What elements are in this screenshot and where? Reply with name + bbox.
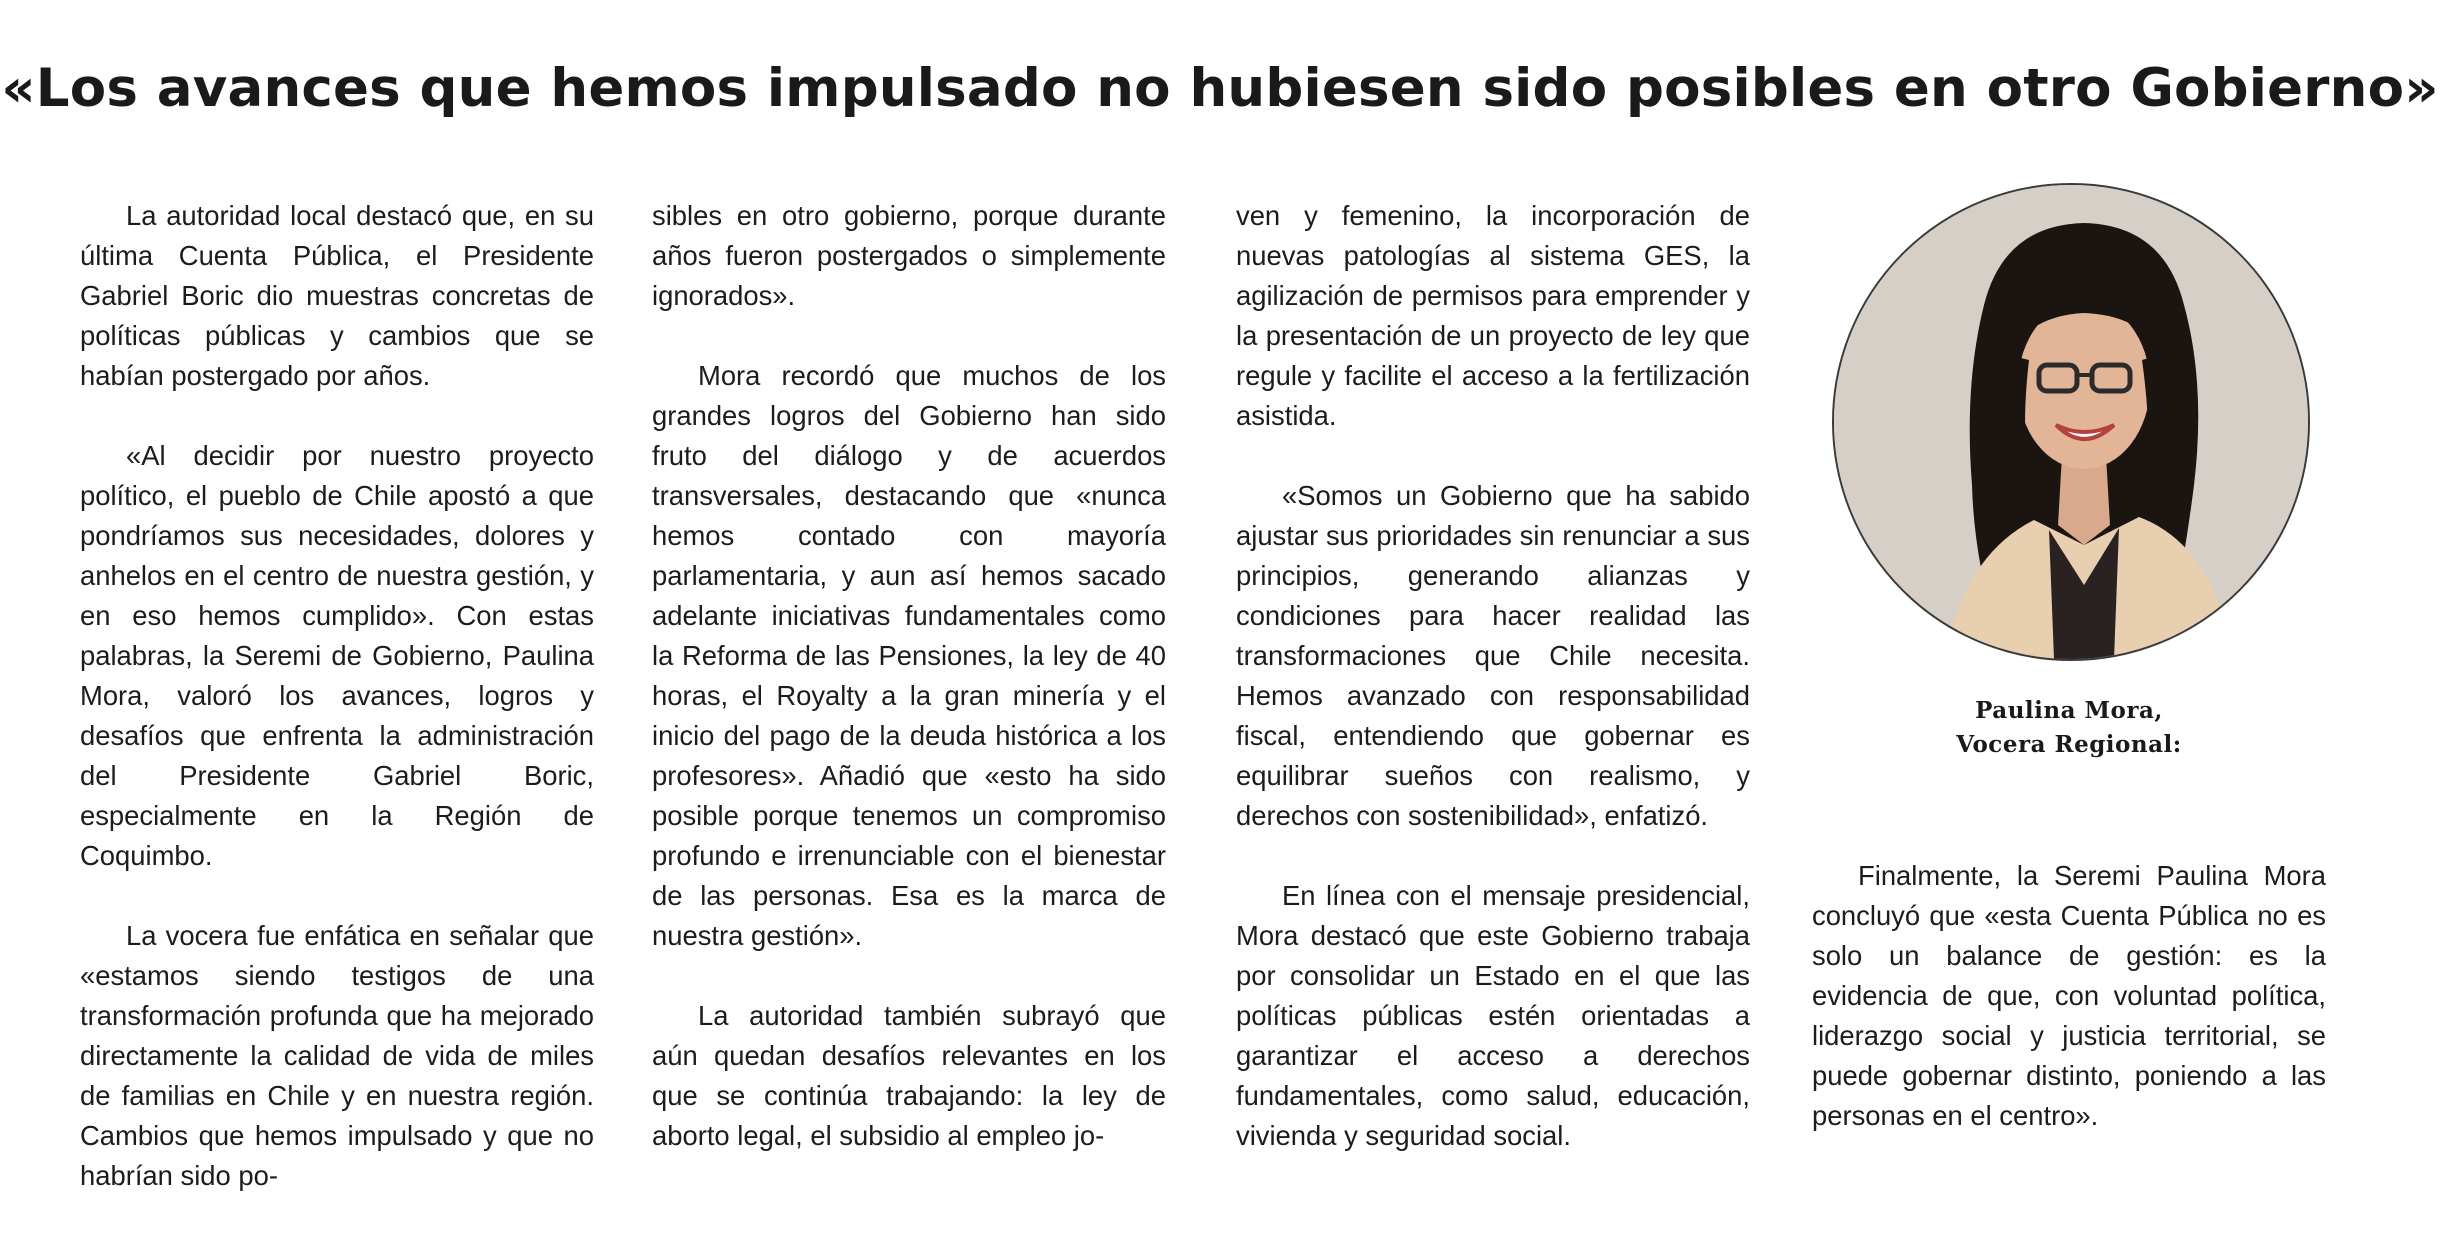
article-column-4 xyxy=(1812,856,2326,1176)
paragraph: En línea con el mensaje presidencial, Mora destacó que este Gobierno trabaja por consolidar un Estado en el que las políticas públicas estén orientadas a garantizar el acceso a derechos fundamentales, como salud, educación, vivienda y seguridad social. xyxy=(1236,880,1750,1151)
paragraph: Mora recordó que muchos de los grandes logros del Gobierno han sido fruto del diálogo y de acuerdos transversales, destacando que «nunca hemos contado con mayoría parlamentaria, y aun así hemos sacado adelante iniciativas fundamentales como la Reforma de las Pensiones, la ley de 40 horas, el Royalty a la gran minería y el inicio del pago de la deuda histórica a los profesores». Añadió que «esto ha sido posible porque tenemos un compromiso profundo e irrenunciable con el bienestar de las personas. Esa es la marca de nuestra gestión». xyxy=(652,360,1166,951)
paragraph: «Somos un Gobierno que ha sabido ajustar sus prioridades sin renunciar a sus principios, generando alianzas y condiciones para hacer realidad las transformaciones que Chile necesita. Hemos avanzado con responsabilidad fiscal, entendiendo que gobernar es equilibrar sueños con realismo, y derechos con sostenibilidad», enfatizó. xyxy=(1236,480,1750,831)
photo-caption xyxy=(1832,694,2306,762)
article-headline: «Los avances que hemos impulsado no hubiesen sido posibles en otro Gobierno» xyxy=(1,58,2439,119)
caption-role: Vocera Regional: xyxy=(1956,731,2182,758)
portrait-illustration xyxy=(1834,185,2308,659)
article-column-1 xyxy=(80,196,594,1236)
article-column-2 xyxy=(652,196,1166,1196)
article-column-3 xyxy=(1236,196,1750,1196)
paragraph: ven y femenino, la incorporación de nuevas patologías al sistema GES, la agilización de permisos para emprender y la presentación de un proyecto de ley que regule y facilite el acceso a la fertilización asistida. xyxy=(1236,200,1750,431)
paragraph: La vocera fue enfática en señalar que «estamos siendo testigos de una transformación profunda que ha mejorado directamente la calidad de vida de miles de familias en Chile y en nuestra región. Cambios que hemos impulsado y que no habrían sido po- xyxy=(80,920,594,1191)
paragraph: «Al decidir por nuestro proyecto político, el pueblo de Chile apostó a que pondríamos sus necesidades, dolores y anhelos en el centro de nuestra gestión, y en eso hemos cumplido». Con estas palabras, la Seremi de Gobierno, Paulina Mora, valoró los avances, logros y desafíos que enfrenta la administración del Presidente Gabriel Boric, especialmente en la Región de Coquimbo. xyxy=(80,440,594,871)
portrait-photo xyxy=(1832,183,2310,661)
caption-name: Paulina Mora, xyxy=(1975,697,2163,724)
paragraph: La autoridad también subrayó que aún quedan desafíos relevantes en los que se continúa trabajando: la ley de aborto legal, el subsidio al empleo jo- xyxy=(652,1000,1166,1151)
paragraph: Finalmente, la Seremi Paulina Mora concluyó que «esta Cuenta Pública no es solo un balance de gestión: es la evidencia de que, con voluntad política, liderazgo social y justicia territorial, se puede gobernar distinto, poniendo a las personas en el centro». xyxy=(1812,860,2326,1131)
paragraph: La autoridad local destacó que, en su última Cuenta Pública, el Presidente Gabriel Boric dio muestras concretas de políticas públicas y cambios que se habían postergado por años. xyxy=(80,200,594,391)
paragraph: sibles en otro gobierno, porque durante años fueron postergados o simplemente ignorados». xyxy=(652,200,1166,311)
